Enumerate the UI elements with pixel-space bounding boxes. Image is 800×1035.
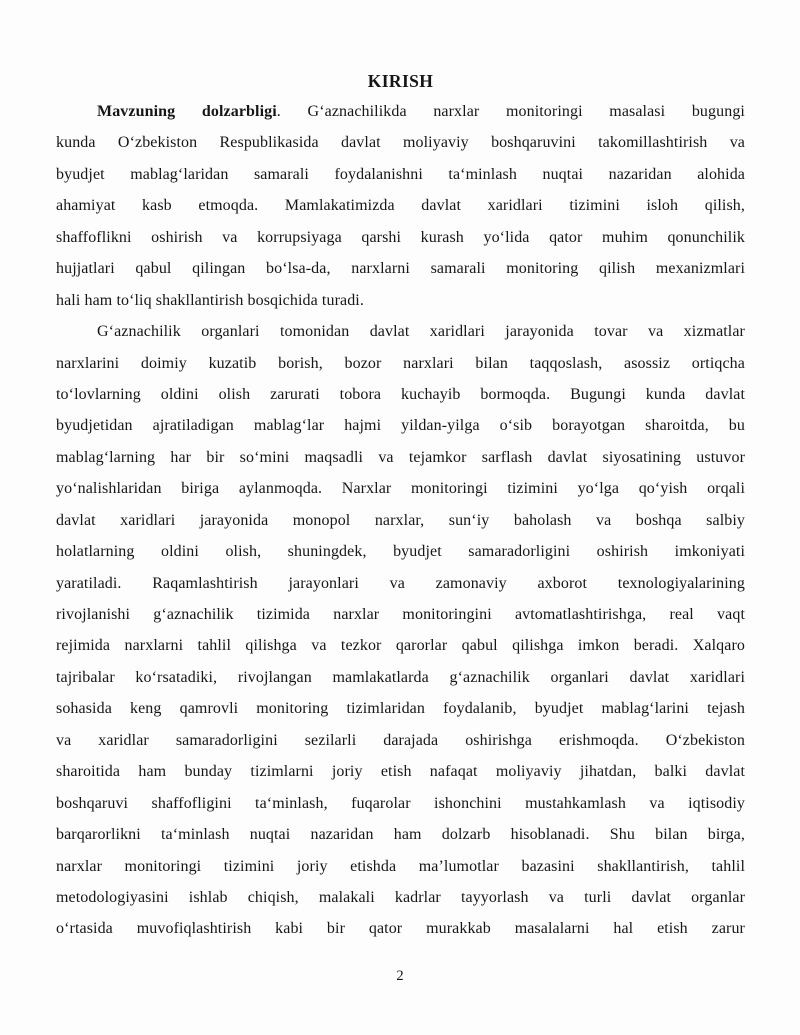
page-number: 2 xyxy=(396,968,404,984)
text-line: narxlar monitoringi tizimini joriy etishda ma’lumotlar bazasini shakllantirish, tahlil xyxy=(56,857,745,875)
text-line: ahamiyat kasb etmoqda. Mamlakatimizda davlat xaridlari tizimini isloh qilish, xyxy=(56,197,745,215)
text-line: sharoitida ham bunday tizimlarni joriy etish nafaqat moliyaviy jihatdan, balki davlat xyxy=(56,763,745,781)
text-line: rivojlanishi gʻaznachilik tizimida narxlar monitoringini avtomatlashtirishga, real vaqt xyxy=(56,606,745,623)
line-text: . Gʻaznachilikda narxlar monitoringi masalasi bugungi xyxy=(276,103,745,120)
text-line: narxlarini doimiy kuzatib borish, bozor narxlari bilan taqqoslash, asossiz ortiqcha xyxy=(56,354,745,372)
text-line: boshqaruvi shaffofligini taʻminlash, fuqarolar ishonchini mustahkamlash va iqtisodiy xyxy=(56,794,745,812)
text-line: hujjatlari qabul qilingan boʻlsa-da, narxlarni samarali monitoring qilish mexanizmlari xyxy=(56,260,745,278)
text-line: hali ham toʻliq shakllantirish bosqichida turadi. xyxy=(56,291,364,309)
text-line: barqarorlikni taʻminlash nuqtai nazaridan ham dolzarb hisoblanadi. Shu bilan birga, xyxy=(56,826,745,844)
paragraph-lead-bold: Mavzuning dolzarbligi xyxy=(97,103,277,120)
text-line: metodologiyasini ishlab chiqish, malakali kadrlar tayyorlash va turli davlat organlar xyxy=(56,888,745,906)
text-line: holatlarning oldini olish, shuningdek, byudjet samaradorligini oshirish imkoniyati xyxy=(56,543,745,561)
paragraph xyxy=(56,96,745,316)
text-line: mablagʻlarning har bir soʻmini maqsadli va tejamkor sarflash davlat siyosatining ustuvor xyxy=(56,448,745,466)
text-line: byudjet mablagʻlaridan samarali foydalanishni taʻminlash nuqtai nazaridan alohida xyxy=(56,165,745,183)
text-line xyxy=(56,96,745,127)
document-body xyxy=(56,96,745,945)
text-line: davlat xaridlari jarayonida monopol narxlar, sunʻiy baholash va boshqa salbiy xyxy=(56,511,745,529)
text-line: kunda Oʻzbekiston Respublikasida davlat moliyaviy boshqaruvini takomillashtirish va xyxy=(56,134,745,152)
text-line: tajribalar koʻrsatadiki, rivojlangan mamlakatlarda gʻaznachilik organlari davlat xaridlari xyxy=(56,668,745,686)
text-line: toʻlovlarning oldini olish zarurati tobora kuchayib bormoqda. Bugungi kunda davlat xyxy=(56,385,745,403)
text-line: byudjetidan ajratiladigan mablagʻlar hajmi yildan-yilga oʻsib borayotgan sharoitda, bu xyxy=(56,417,745,435)
text-line: rejimida narxlarni tahlil qilishga va tezkor qarorlar qabul qilishga imkon beradi. Xalqaro xyxy=(56,637,745,655)
text-line: Gʻaznachilik organlari tomonidan davlat xaridlari jarayonida tovar va xizmatlar xyxy=(97,323,745,341)
paragraph xyxy=(56,316,745,945)
text-line: yaratiladi. Raqamlashtirish jarayonlari va zamonaviy axborot texnologiyalarining xyxy=(56,574,745,592)
text-line: shaffoflikni oshirish va korrupsiyaga qarshi kurash yoʻlida qator muhim qonunchilik xyxy=(56,228,745,246)
text-line: yoʻnalishlaridan biriga aylanmoqda. Narxlar monitoringi tizimini yoʻlga qoʻyish orqali xyxy=(56,480,745,498)
text-line: sohasida keng qamrovli monitoring tizimlaridan foydalanib, byudjet mablagʻlarini tejash xyxy=(56,700,745,718)
page-title: KIRISH xyxy=(367,71,434,91)
text-line: va xaridlar samaradorligini sezilarli darajada oshirishga erishmoqda. Oʻzbekiston xyxy=(56,731,745,749)
text-line: oʻrtasida muvofiqlashtirish kabi bir qator murakkab masalalarni hal etish zarur xyxy=(56,920,745,938)
